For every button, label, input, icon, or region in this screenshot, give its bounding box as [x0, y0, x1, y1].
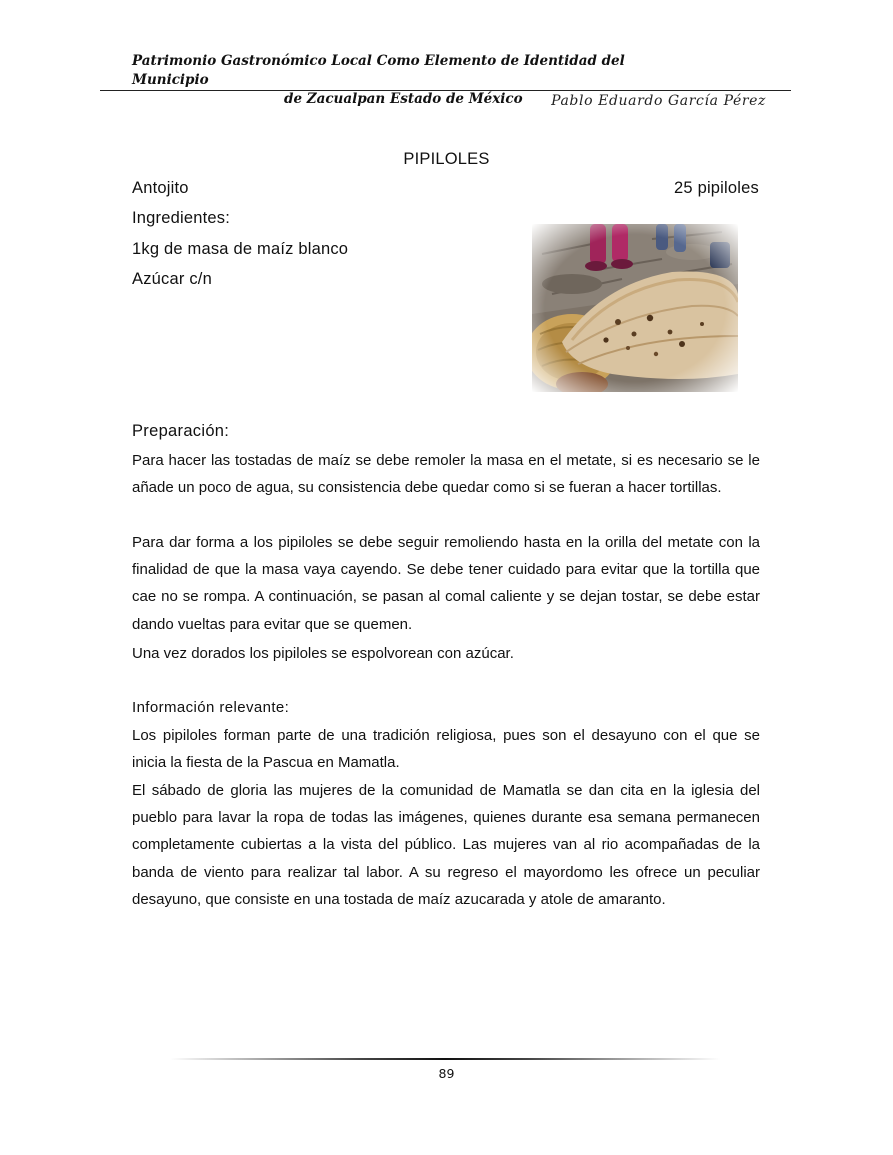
preparation-heading: Preparación:	[132, 422, 230, 440]
header-author: Pablo Eduardo García Pérez	[551, 93, 766, 109]
preparation-paragraph: Para hacer las tostadas de maíz se debe remoler la masa en el metate, si es necesario se le añade un poco de agua, su consistencia debe quedar como si se fueran a hacer tortillas.	[132, 452, 760, 497]
header-divider	[100, 90, 791, 91]
page-number: 89	[438, 1066, 455, 1081]
preparation-paragraph: Para dar forma a los pipiloles se debe seguir remoliendo hasta en la orilla del metate con la finalidad de que la masa vaya cayendo. Se debe tener cuidado para evitar que la tortilla que cae no se rompa. A continuación, se pasan al comal caliente y se dejan tostar, se debe estar dando vueltas para evitar que se quemen.	[132, 534, 760, 633]
footer-divider	[170, 1058, 720, 1060]
recipe-category: Antojito	[132, 179, 189, 197]
ingredient-item: 1kg de masa de maíz blanco	[132, 240, 349, 258]
tortilla-photo	[532, 224, 738, 392]
recipe-yield: 25 pipiloles	[674, 179, 759, 197]
preparation-paragraph: Una vez dorados los pipiloles se espolvorean con azúcar.	[132, 645, 514, 662]
ingredients-heading: Ingredientes:	[132, 209, 230, 227]
header-title-line-1: Patrimonio Gastronómico Local Como Elemento de Identidad del Municipio	[132, 53, 625, 88]
relevant-info-paragraph: El sábado de gloria las mujeres de la comunidad de Mamatla se dan cita en la iglesia del pueblo para lavar la ropa de todas las imágenes, quienes durante esa semana permanecen completamente cubiertas a la vista del público. Las mujeres van al rio acompañadas de la banda de viento para realizar tal labor. A su regreso el mayordomo les ofrece un peculiar desayuno, que consiste en una tostada de maíz azucarada y atole de amaranto.	[132, 782, 760, 908]
relevant-info-paragraph: Los pipiloles forman parte de una tradición religiosa, pues son el desayuno con el que se inicia la fiesta de la Pascua en Mamatla.	[132, 727, 760, 772]
recipe-title: PIPILOLES	[403, 150, 490, 168]
header-title-line-2: de Zacualpan Estado de México	[284, 91, 523, 107]
ingredient-item: Azúcar c/n	[132, 270, 212, 288]
relevant-info-heading: Información relevante:	[132, 699, 290, 716]
